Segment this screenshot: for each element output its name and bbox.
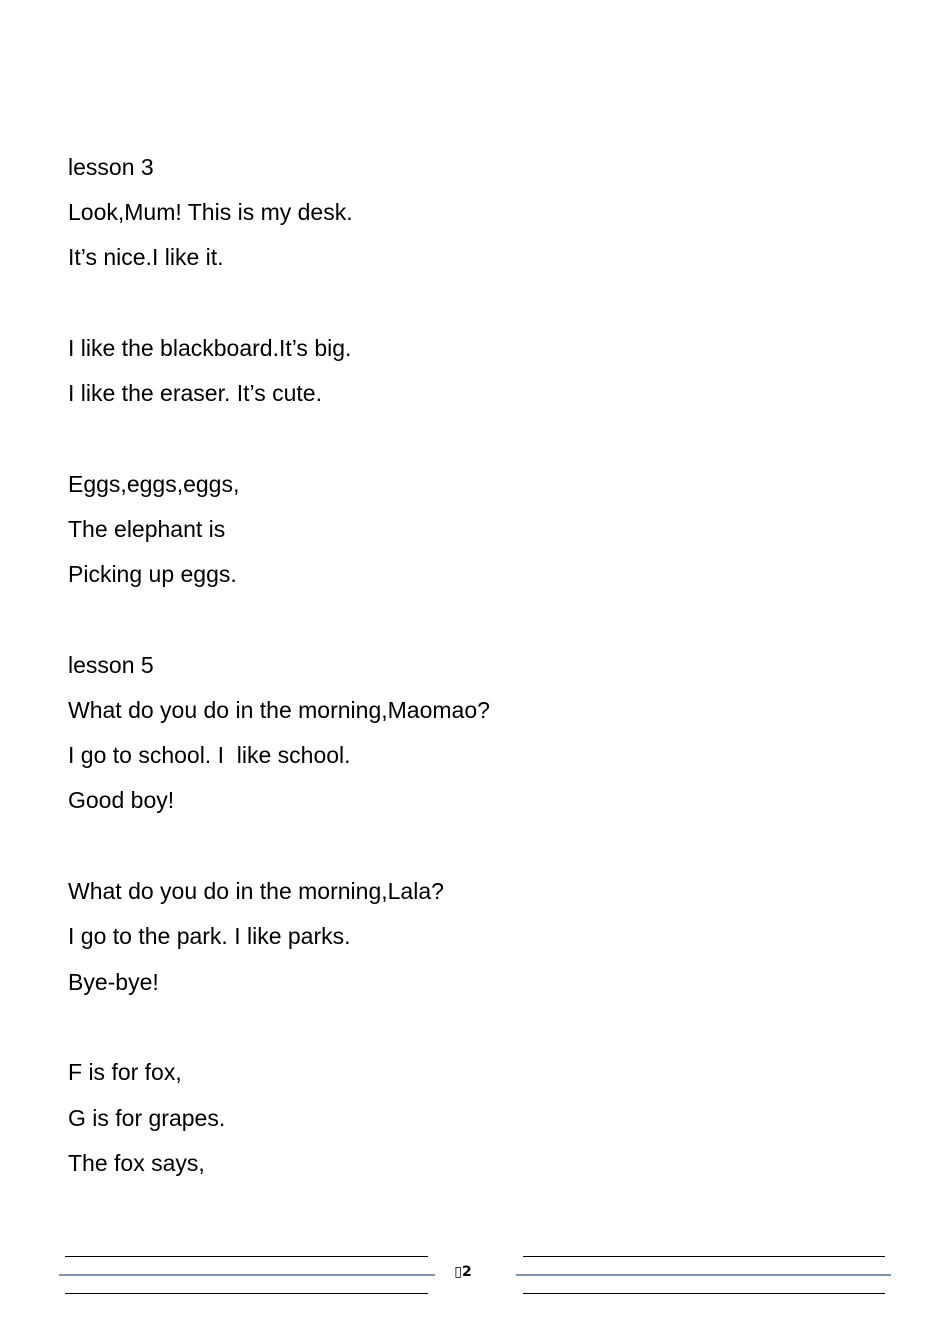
text-line: I like the eraser. It’s cute. bbox=[68, 380, 322, 406]
lesson-5-heading: lesson 5 bbox=[68, 652, 154, 678]
footer-rule-right-middle bbox=[516, 1274, 891, 1276]
text-line: Picking up eggs. bbox=[68, 561, 237, 587]
footer-rule-left-middle bbox=[59, 1274, 435, 1276]
text-line: The elephant is bbox=[68, 516, 226, 542]
text-line: What do you do in the morning,Maomao? bbox=[68, 697, 490, 723]
footer-rule-left-top bbox=[65, 1256, 428, 1257]
text-line: I like the blackboard.It’s big. bbox=[68, 335, 352, 361]
footer-rule-right-top bbox=[523, 1256, 885, 1257]
text-line: It’s nice.I like it. bbox=[68, 244, 224, 270]
lesson-3-heading: lesson 3 bbox=[68, 154, 154, 180]
text-line: Bye-bye! bbox=[68, 969, 159, 995]
page-marker: ▯ bbox=[454, 1264, 462, 1280]
text-line: I go to school. I like school. bbox=[68, 742, 351, 768]
footer-rule-right-bottom bbox=[523, 1293, 885, 1294]
text-line: The fox says, bbox=[68, 1150, 205, 1176]
text-line: I go to the park. I like parks. bbox=[68, 923, 351, 949]
text-line: What do you do in the morning,Lala? bbox=[68, 878, 444, 904]
text-line: G is for grapes. bbox=[68, 1105, 226, 1131]
text-line: Good boy! bbox=[68, 787, 175, 813]
text-line: Eggs,eggs,eggs, bbox=[68, 471, 240, 497]
text-line: F is for fox, bbox=[68, 1059, 182, 1085]
page-number bbox=[453, 1262, 473, 1282]
page-number-value: 2 bbox=[461, 1264, 472, 1280]
footer-rule-left-bottom bbox=[65, 1293, 428, 1294]
text-line: Look,Mum! This is my desk. bbox=[68, 199, 353, 225]
